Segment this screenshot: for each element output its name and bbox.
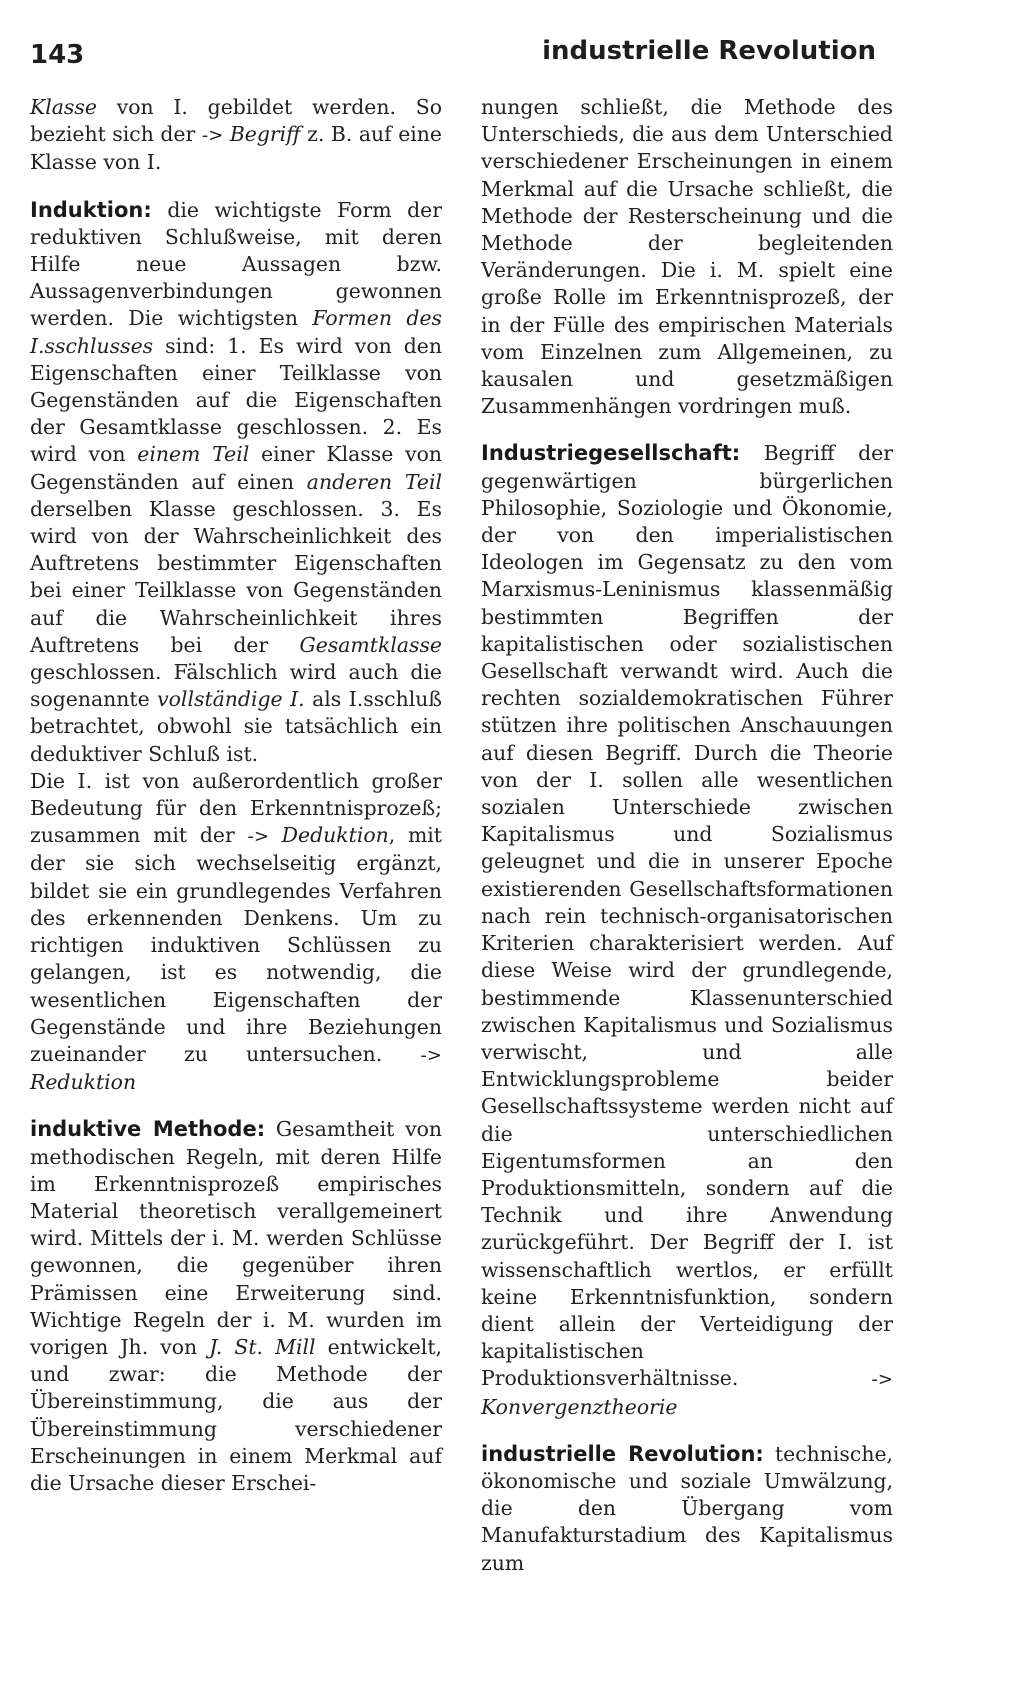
entry-headword: induktive Methode: bbox=[30, 1117, 266, 1142]
entry-headword: Industriegesellschaft: bbox=[481, 441, 741, 466]
italic-term: Gesamtklasse bbox=[299, 632, 442, 657]
italic-term: J. St. Mill bbox=[209, 1334, 316, 1359]
cross-reference-link[interactable]: Konvergenztheorie bbox=[481, 1394, 678, 1419]
italic-term: anderen Teil bbox=[306, 469, 442, 494]
italic-term: Formen des I.sschlusses bbox=[30, 306, 442, 358]
text: technische, ökonomische und soziale Umwälzung, die den Übergang vom Manufakturstadium des Kapitalismus zum bbox=[481, 1441, 893, 1575]
text: Die I. ist von außerordentlich großer Bedeutung für den Erkenntnisprozeß; zusammen mit der bbox=[30, 768, 442, 848]
right-column bbox=[481, 94, 893, 1597]
cross-reference-arrow-icon: -> bbox=[201, 125, 224, 147]
italic-term: einem Teil bbox=[137, 442, 250, 467]
text: entwickelt, und zwar: die Methode der Übereinstimmung, die aus der Übereinstimmung verschiedener Erscheinungen in einem Merkmal auf die Ursache dieser Erschei- bbox=[30, 1334, 443, 1495]
entry-klasse-continuation bbox=[30, 94, 442, 177]
text: einer Klasse von Gegenständen auf einen bbox=[30, 442, 442, 494]
text: von I. gebildet werden. So bezieht sich der bbox=[30, 95, 442, 147]
italic-term: vollständige I. bbox=[157, 687, 305, 712]
entry-headword: Induktion: bbox=[30, 197, 152, 222]
entry-induktion bbox=[30, 197, 442, 1097]
text: geschlossen. Fälschlich wird auch die sogenannte bbox=[30, 660, 442, 712]
entry-induktive-methode-continuation bbox=[481, 94, 893, 420]
page-number: 143 bbox=[30, 40, 85, 70]
cross-reference-arrow-icon: -> bbox=[871, 1369, 893, 1391]
text: sind: 1. Es wird von den Eigenschaften einer Teilklasse von Gegenständen auf die Eigenschaften der Gesamtklasse geschlossen. 2. Es wird von bbox=[30, 333, 442, 467]
running-title: industrielle Revolution bbox=[542, 36, 876, 66]
text: derselben Klasse geschlossen. 3. Es wird von der Wahrscheinlichkeit des Auftretens bestimmter Eigenschaften bei einer Teilklasse von Gegenständen auf die Wahrscheinlichkeit ihres Auftretens bei der bbox=[30, 496, 442, 657]
text: Begriff der gegenwärtigen bürgerlichen Philosophie, Soziologie und Ökonomie, der von den imperialistischen Ideologen im Gegensatz zu den vom Marxismus-Leninismus klassenmäßig bestimmten Begriffen der kapitalistischen oder sozialistischen Gesellschaft verwandt wird. Auch die rechten sozialdemokratischen Führer stützen ihre politischen Anschauungen auf diesen Begriff. Durch die Theorie von der I. sollen alle wesentlichen sozialen Unterschiede zwischen Kapitalismus und Sozialismus geleugnet und die in unserer Epoche existierenden Gesellschaftsformationen nach rein technisch-organisatorischen Kriterien charakterisiert werden. Auf diese Weise wird der grundlegende, bestimmende Klassenunterschied zwischen Kapitalismus und Sozialismus verwischt, und alle Entwicklungsprobleme beider Gesellschaftssysteme werden nicht auf die unterschiedlichen Eigentumsformen an den Produktionsmitteln, sondern auf die Technik und ihre Anwendung zurückgeführt. Der Begriff der I. ist wissenschaftlich wertlos, er erfüllt keine Erkenntnisfunktion, sondern dient allein der Verteidigung der kapitalistischen Produktionsverhältnisse. bbox=[481, 441, 893, 1391]
cross-reference-arrow-icon: -> bbox=[247, 826, 269, 848]
italic-term: Klasse bbox=[30, 95, 97, 119]
paragraph bbox=[30, 197, 442, 768]
left-column bbox=[30, 94, 442, 1517]
paragraph bbox=[30, 768, 442, 1096]
cross-reference-arrow-icon: -> bbox=[420, 1044, 442, 1066]
text: Gesamtheit von methodischen Regeln, mit deren Hilfe im Erkenntnisprozeß empirisches Material theoretisch verallgemeinert wird. Mittels der i. M. werden Schlüsse gewonnen, die gegenüber ihren Prämissen eine Erweiterung sind. Wichtige Regeln der i. M. wurden im vorigen Jh. von bbox=[30, 1117, 443, 1359]
cross-reference-link[interactable]: Reduktion bbox=[30, 1070, 137, 1095]
cross-reference-link[interactable]: Begriff bbox=[229, 122, 301, 147]
text: die wichtigste Form der reduktiven Schlußweise, mit deren Hilfe neue Aussagen bzw. Aussagenverbindungen gewonnen werden. Die wichtigsten bbox=[30, 197, 442, 331]
text: z. B. auf eine Klasse von I. bbox=[30, 122, 442, 175]
entry-induktive-methode bbox=[30, 1116, 442, 1497]
paragraph: nungen schließt, die Methode des Unterschieds, die aus dem Unterschied verschiedener Erscheinungen in einem Merkmal auf die Ursache schließt, die Methode der Resterscheinung und die Methode der begleitenden Veränderungen. Die i. M. spielt eine große Rolle im Erkenntnisprozeß, der in der Fülle des empirischen Materials vom Einzelnen zum Allgemeinen, zu kausalen und gesetzmäßigen Zusammenhängen vordringen muß. bbox=[481, 95, 893, 419]
text: als I.sschluß betrachtet, obwohl sie tatsächlich ein deduktiver Schluß ist. bbox=[30, 687, 442, 766]
paragraph bbox=[30, 1116, 442, 1497]
text: , mit der sie sich wechselseitig ergänzt, bildet sie ein grundlegendes Verfahren des erkennenden Denkens. Um zu richtigen induktiven Schlüssen zu gelangen, ist es notwendig, die wesentlichen Eigenschaften der Gegenstände und ihre Beziehungen zueinander zu untersuchen. bbox=[30, 823, 442, 1066]
cross-reference-link[interactable]: Deduktion bbox=[281, 823, 389, 848]
entry-industrielle-revolution bbox=[481, 1441, 893, 1577]
entry-industriegesellschaft bbox=[481, 440, 893, 1420]
paragraph bbox=[481, 1441, 893, 1577]
entry-headword: industrielle Revolution: bbox=[481, 1441, 764, 1466]
paragraph bbox=[481, 440, 893, 1420]
paragraph bbox=[30, 94, 442, 177]
